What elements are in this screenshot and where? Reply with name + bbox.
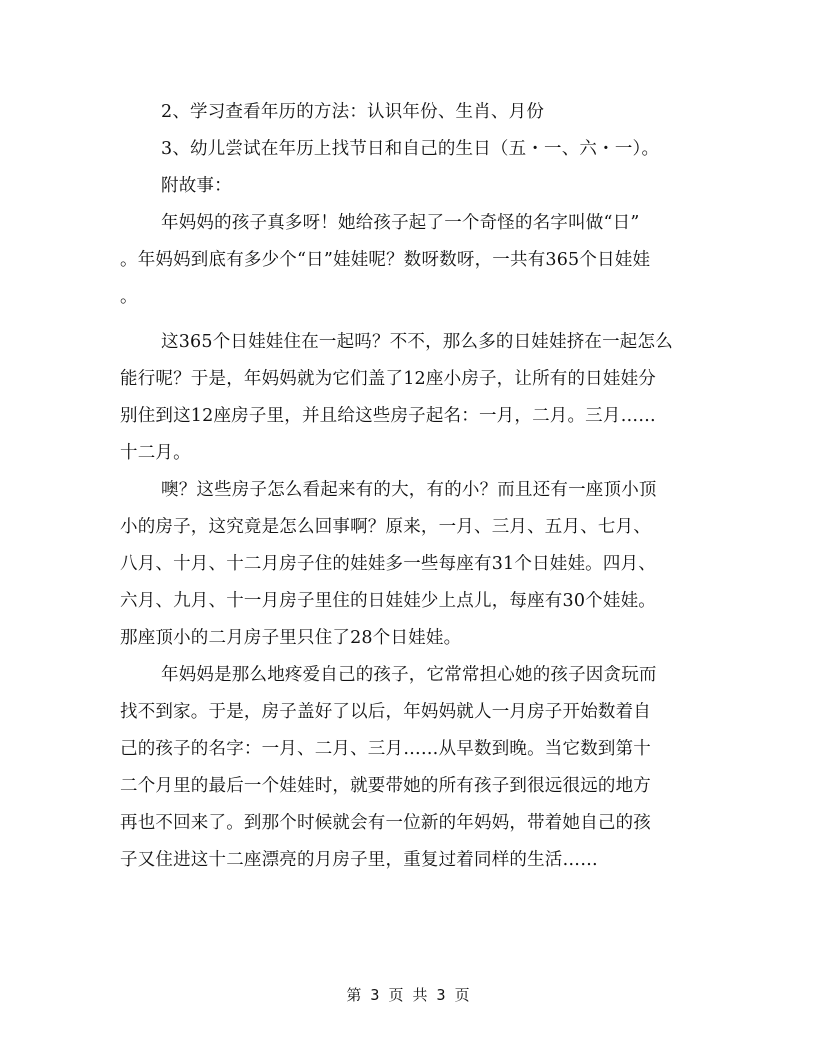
list-item-birthday: 3、幼儿尝试在年历上找节日和自己的生日（五・一、六・一）。 xyxy=(161,139,660,159)
page-number-footer: 第 3 页 共 3 页 xyxy=(346,986,470,1004)
paragraph-line: 年妈妈是那么地疼爱自己的孩子，它常常担心她的孩子因贪玩而 xyxy=(161,665,657,685)
story-heading: 附故事： xyxy=(161,176,232,196)
paragraph-line: 再也不回来了。到那个时候就会有一位新的年妈妈，带着她自己的孩 xyxy=(120,813,651,833)
paragraph-line: 别住到这12座房子里，并且给这些房子起名：一月，二月。三月…… xyxy=(120,406,656,426)
paragraph-line: 子又住进这十二座漂亮的月房子里，重复过着同样的生活…… xyxy=(120,850,598,870)
paragraph-line: 这365个日娃娃住在一起吗？不不，那么多的日娃娃挤在一起怎么 xyxy=(161,332,673,352)
paragraph-gap xyxy=(120,316,700,324)
paragraph-line: 年妈妈的孩子真多呀！她给孩子起了一个奇怪的名字叫做“日” xyxy=(161,213,640,233)
paragraph-line: 六月、九月、十一月房子里住的日娃娃少上点儿，每座有30个娃娃。 xyxy=(120,591,656,611)
paragraph-line: 。年妈妈到底有多少个“日”娃娃呢？数呀数呀，一共有365个日娃娃 xyxy=(120,250,651,270)
paragraph-line: 找不到家。于是，房子盖好了以后，年妈妈就人一月房子开始数着自 xyxy=(120,702,651,722)
paragraph-line: 八月、十月、十二月房子住的娃娃多一些每座有31个日娃娃。四月、 xyxy=(120,554,656,574)
paragraph-line: 小的房子，这究竟是怎么回事啊？原来，一月、三月、五月、七月、 xyxy=(120,517,651,537)
paragraph-line: 二个月里的最后一个娃娃时，就要带她的所有孩子到很远很远的地方 xyxy=(120,776,651,796)
paragraph-line: 噢？这些房子怎么看起来有的大，有的小？而且还有一座顶小顶 xyxy=(161,480,657,500)
document-body xyxy=(120,94,700,879)
paragraph-line: 能行呢？于是，年妈妈就为它们盖了12座小房子，让所有的日娃娃分 xyxy=(120,369,656,389)
paragraph-line: 十二月。 xyxy=(120,443,191,463)
paragraph-line: 。 xyxy=(120,287,138,307)
paragraph-line: 己的孩子的名字：一月、二月、三月……从早数到晚。当它数到第十 xyxy=(120,739,651,759)
paragraph-line: 那座顶小的二月房子里只住了28个日娃娃。 xyxy=(120,628,462,648)
list-item-method: 2、学习查看年历的方法：认识年份、生肖、月份 xyxy=(161,102,545,122)
